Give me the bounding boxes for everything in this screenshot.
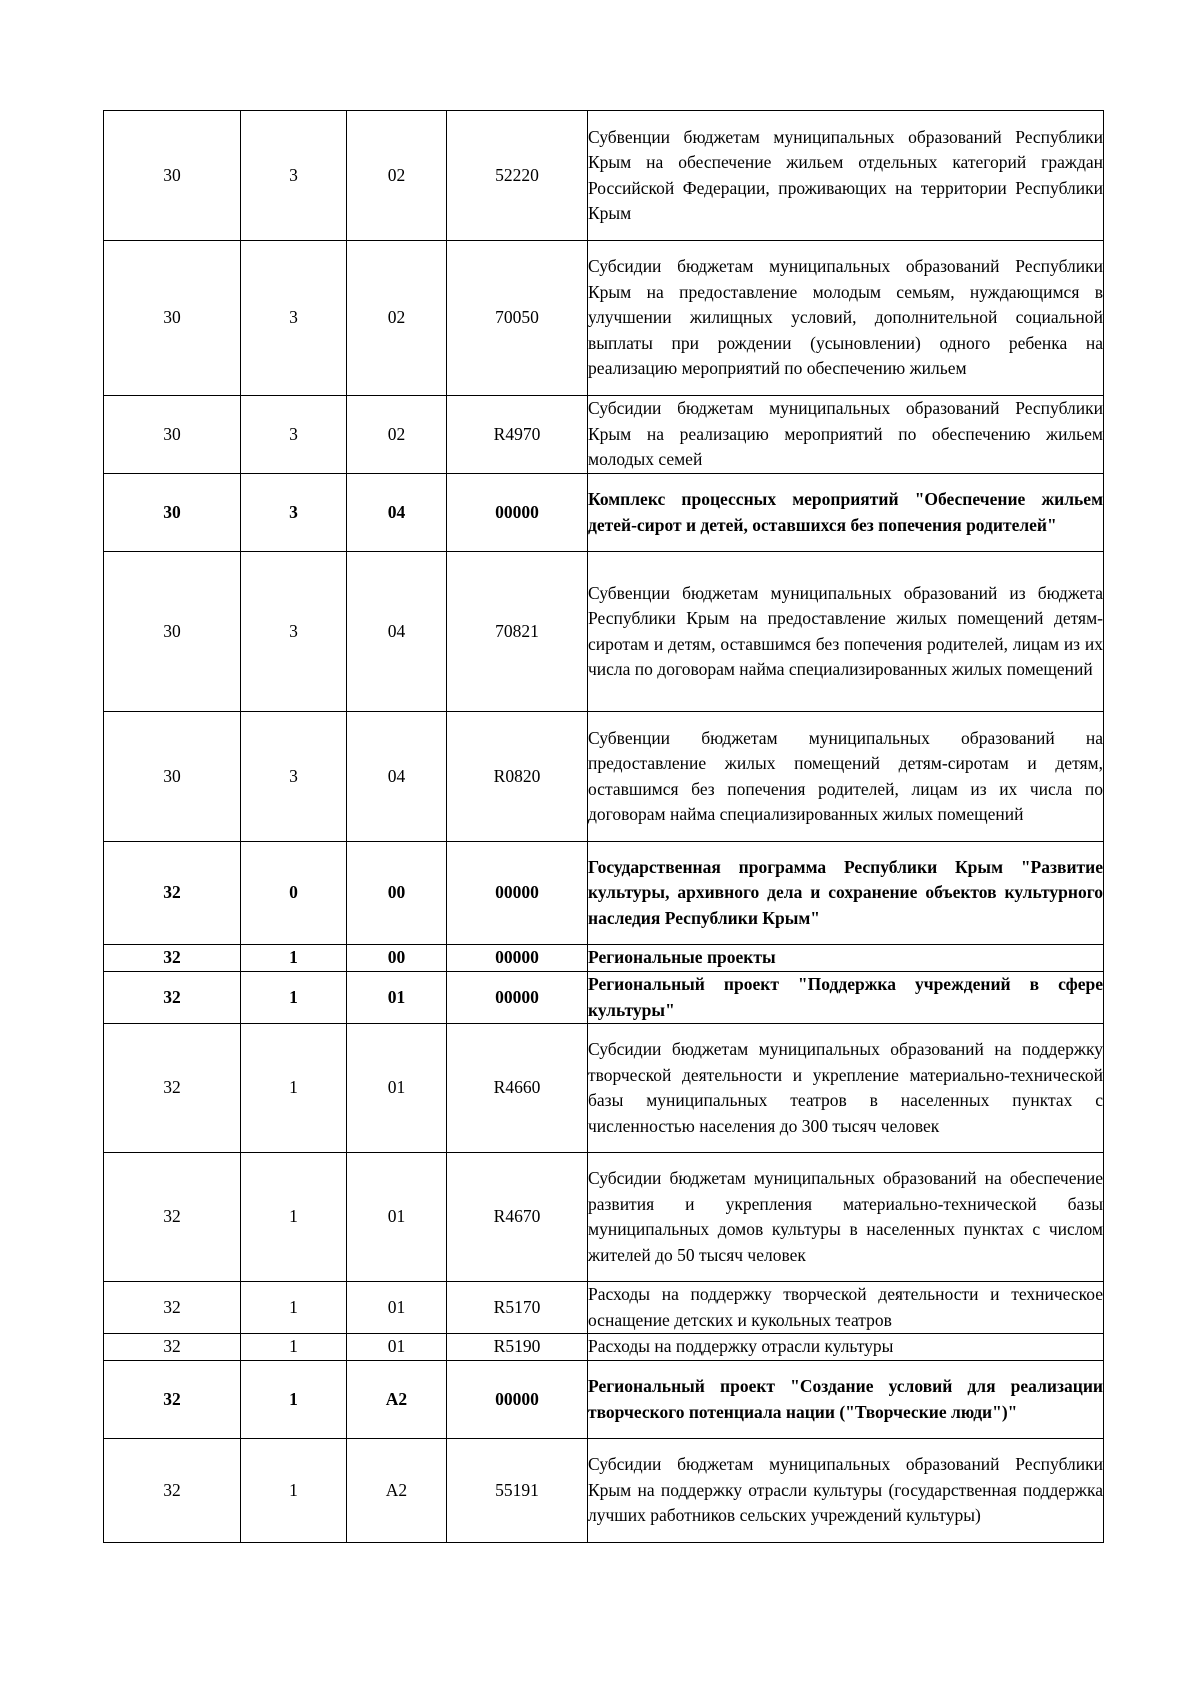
table-row [104, 241, 1104, 396]
table-row [104, 1334, 1104, 1361]
program-code-cell: 32 [104, 1334, 241, 1361]
measure-code-cell: 02 [347, 111, 447, 241]
measure-code-cell: 01 [347, 1153, 447, 1282]
description-cell: Субсидии бюджетам муниципальных образований Республики Крым на поддержку отрасли культуры (государственная поддержка лучших работников сельских учреждений культуры) [588, 1439, 1104, 1543]
description-cell: Субвенции бюджетам муниципальных образований на предоставление жилых помещений детям-сиротам и детям, оставшимся без попечения родителей, лицам из их числа по договорам найма специализированных жилых помещений [588, 712, 1104, 842]
table-row [104, 972, 1104, 1024]
direction-code-cell: R0820 [447, 712, 588, 842]
subprogram-code-cell: 3 [241, 474, 347, 552]
table-row [104, 552, 1104, 712]
program-code-cell: 32 [104, 842, 241, 945]
description-cell: Субсидии бюджетам муниципальных образований на поддержку творческой деятельности и укрепление материально-технической базы муниципальных театров в населенных пунктах с численностью населения до 300 тысяч человек [588, 1024, 1104, 1153]
direction-code-cell: 55191 [447, 1439, 588, 1543]
direction-code-cell: R5170 [447, 1282, 588, 1334]
measure-code-cell: 01 [347, 1024, 447, 1153]
subprogram-code-cell: 1 [241, 1282, 347, 1334]
program-code-cell: 32 [104, 1024, 241, 1153]
program-code-cell: 32 [104, 1361, 241, 1439]
table-row [104, 1282, 1104, 1334]
description-cell: Расходы на поддержку творческой деятельности и техническое оснащение детских и кукольных театров [588, 1282, 1104, 1334]
description-cell: Субвенции бюджетам муниципальных образований из бюджета Республики Крым на предоставление жилых помещений детям-сиротам и детям, оставшимся без попечения родителей, лицам из их числа по договорам найма специализированных жилых помещений [588, 552, 1104, 712]
subprogram-code-cell: 1 [241, 1024, 347, 1153]
measure-code-cell: 01 [347, 1282, 447, 1334]
measure-code-cell: 01 [347, 972, 447, 1024]
subprogram-code-cell: 1 [241, 1334, 347, 1361]
program-code-cell: 30 [104, 712, 241, 842]
measure-code-cell: 04 [347, 552, 447, 712]
program-code-cell: 30 [104, 111, 241, 241]
program-code-cell: 30 [104, 474, 241, 552]
description-cell: Комплекс процессных мероприятий "Обеспечение жильем детей-сирот и детей, оставшихся без попечения родителей" [588, 474, 1104, 552]
table-body [104, 111, 1104, 1543]
description-cell: Субвенции бюджетам муниципальных образований Республики Крым на обеспечение жильем отдельных категорий граждан Российской Федерации, проживающих на территории Республики Крым [588, 111, 1104, 241]
measure-code-cell: A2 [347, 1439, 447, 1543]
table-row [104, 1153, 1104, 1282]
description-cell: Государственная программа Республики Крым "Развитие культуры, архивного дела и сохранение объектов культурного наследия Республики Крым" [588, 842, 1104, 945]
table-row [104, 712, 1104, 842]
subprogram-code-cell: 1 [241, 945, 347, 972]
measure-code-cell: 00 [347, 945, 447, 972]
direction-code-cell: 00000 [447, 945, 588, 972]
direction-code-cell: R4970 [447, 396, 588, 474]
subprogram-code-cell: 3 [241, 241, 347, 396]
budget-classification-page [103, 110, 1103, 1543]
table-row [104, 945, 1104, 972]
description-cell: Региональный проект "Создание условий для реализации творческого потенциала нации ("Творческие люди")" [588, 1361, 1104, 1439]
measure-code-cell: 02 [347, 241, 447, 396]
direction-code-cell: 00000 [447, 1361, 588, 1439]
program-code-cell: 32 [104, 972, 241, 1024]
table-row [104, 396, 1104, 474]
table-row [104, 1439, 1104, 1543]
direction-code-cell: 00000 [447, 972, 588, 1024]
program-code-cell: 32 [104, 945, 241, 972]
subprogram-code-cell: 1 [241, 1361, 347, 1439]
program-code-cell: 30 [104, 241, 241, 396]
table-row [104, 111, 1104, 241]
subprogram-code-cell: 3 [241, 552, 347, 712]
program-code-cell: 32 [104, 1439, 241, 1543]
measure-code-cell: 01 [347, 1334, 447, 1361]
table-row [104, 1024, 1104, 1153]
subprogram-code-cell: 1 [241, 1439, 347, 1543]
measure-code-cell: A2 [347, 1361, 447, 1439]
table-row [104, 474, 1104, 552]
program-code-cell: 32 [104, 1282, 241, 1334]
measure-code-cell: 02 [347, 396, 447, 474]
direction-code-cell: 70050 [447, 241, 588, 396]
measure-code-cell: 04 [347, 712, 447, 842]
description-cell: Расходы на поддержку отрасли культуры [588, 1334, 1104, 1361]
table-row [104, 842, 1104, 945]
description-cell: Субсидии бюджетам муниципальных образований на обеспечение развития и укрепления материально-технической базы муниципальных домов культуры в населенных пунктах с числом жителей до 50 тысяч человек [588, 1153, 1104, 1282]
subprogram-code-cell: 1 [241, 972, 347, 1024]
description-cell: Субсидии бюджетам муниципальных образований Республики Крым на предоставление молодым семьям, нуждающимся в улучшении жилищных условий, дополнительной социальной выплаты при рождении (усыновлении) одного ребенка на реализацию мероприятий по обеспечению жильем [588, 241, 1104, 396]
description-cell: Региональные проекты [588, 945, 1104, 972]
subprogram-code-cell: 3 [241, 111, 347, 241]
direction-code-cell: 70821 [447, 552, 588, 712]
direction-code-cell: R4660 [447, 1024, 588, 1153]
direction-code-cell: 00000 [447, 842, 588, 945]
measure-code-cell: 00 [347, 842, 447, 945]
direction-code-cell: 00000 [447, 474, 588, 552]
subprogram-code-cell: 3 [241, 712, 347, 842]
direction-code-cell: 52220 [447, 111, 588, 241]
subprogram-code-cell: 0 [241, 842, 347, 945]
description-cell: Региональный проект "Поддержка учреждений в сфере культуры" [588, 972, 1104, 1024]
program-code-cell: 30 [104, 396, 241, 474]
description-cell: Субсидии бюджетам муниципальных образований Республики Крым на реализацию мероприятий по обеспечению жильем молодых семей [588, 396, 1104, 474]
program-code-cell: 30 [104, 552, 241, 712]
direction-code-cell: R5190 [447, 1334, 588, 1361]
program-code-cell: 32 [104, 1153, 241, 1282]
subprogram-code-cell: 1 [241, 1153, 347, 1282]
subprogram-code-cell: 3 [241, 396, 347, 474]
budget-classification-table [103, 110, 1104, 1543]
direction-code-cell: R4670 [447, 1153, 588, 1282]
table-row [104, 1361, 1104, 1439]
measure-code-cell: 04 [347, 474, 447, 552]
